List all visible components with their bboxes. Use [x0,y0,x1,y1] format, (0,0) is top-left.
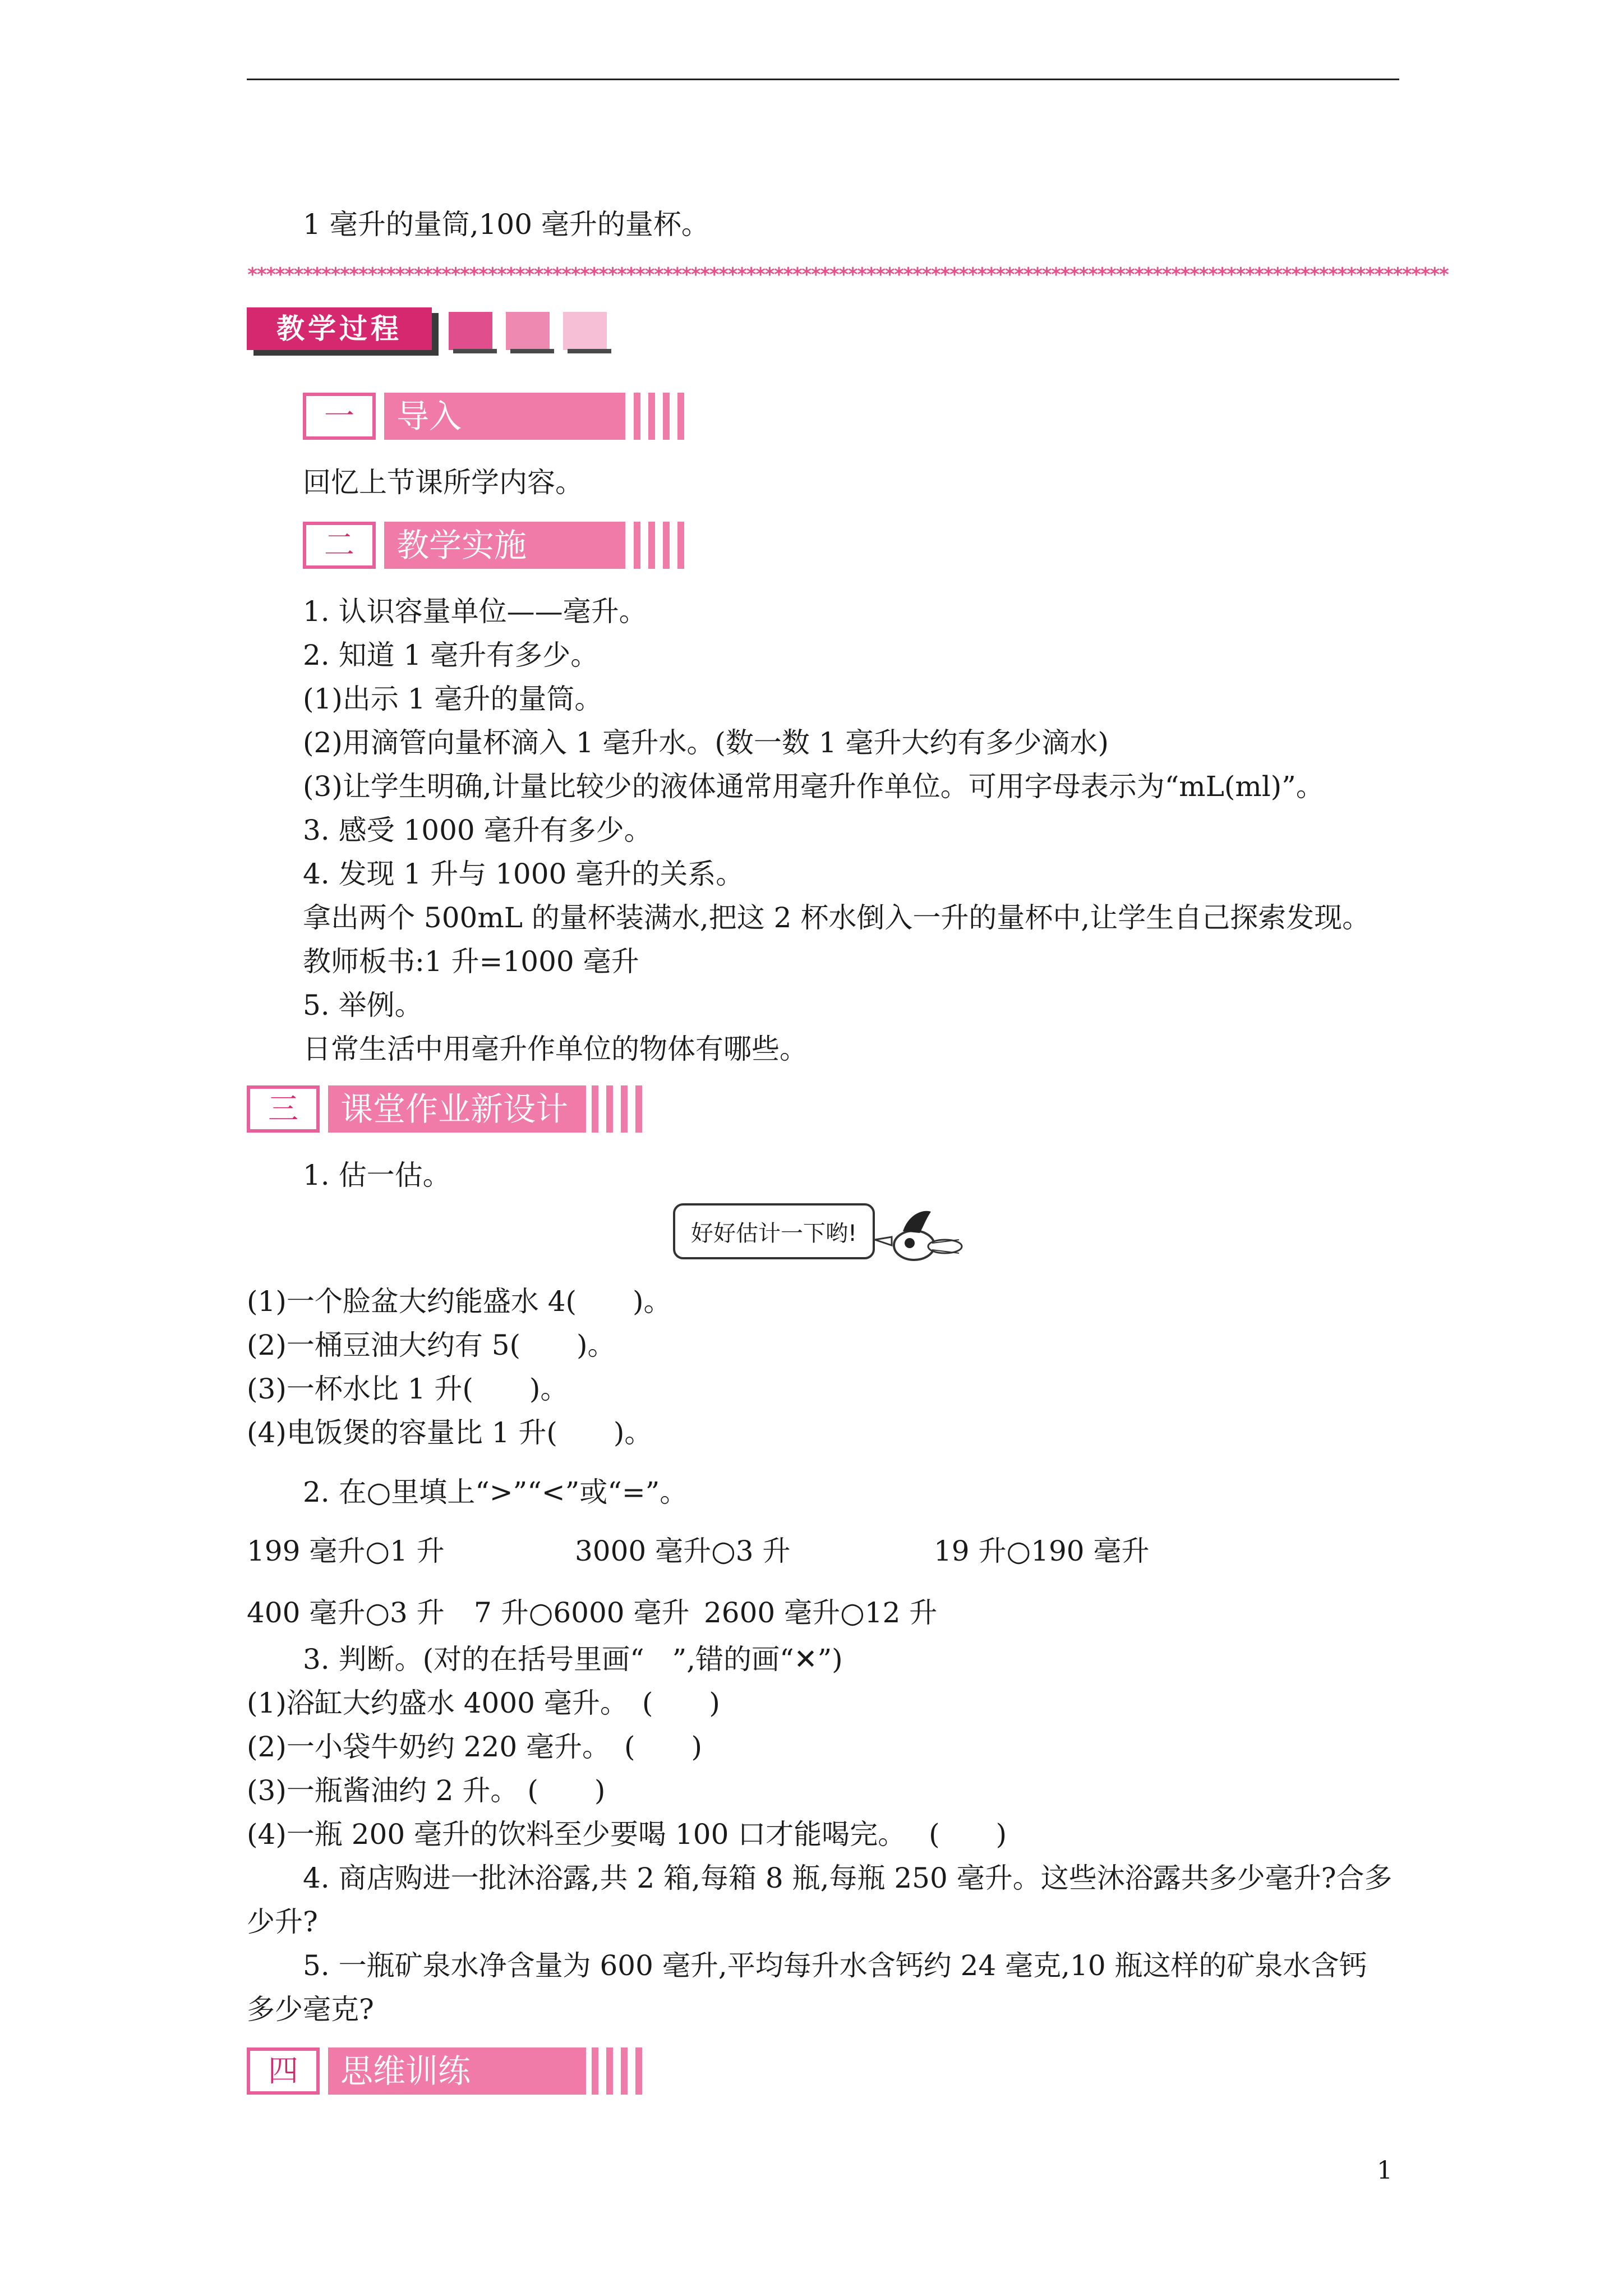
bird-mascot-icon [869,1206,970,1273]
teaching-line: 2. 知道 1 毫升有多少。 [303,639,599,671]
q3-item: (3)一瓶酱油约 2 升。 ( ) [247,1774,606,1807]
q5-line: 多少毫克? [247,1993,374,2026]
teaching-line: 拿出两个 500mL 的量杯装满水,把这 2 杯水倒入一升的量杯中,让学生自己探索发现。 [303,901,1371,934]
speech-bubble: 好好估计一下哟! [673,1203,875,1259]
teaching-line: 4. 发现 1 升与 1000 毫升的关系。 [303,858,744,890]
section-number: 四 [247,2047,320,2095]
header-rule [247,79,1399,80]
q1-item: (4)电饭煲的容量比 1 升( )。 [247,1416,653,1449]
q2-cell: 400 毫升○3 升 [247,1596,445,1629]
title-decor-square [449,312,492,350]
section-title: 思维训练 [328,2047,586,2095]
section-title: 导入 [384,393,625,440]
section-title: 课堂作业新设计 [328,1085,586,1133]
q4-line: 少升? [247,1906,318,1938]
section-number: 一 [303,393,376,440]
section-number: 三 [247,1085,320,1133]
q1-title: 1. 估一估。 [303,1159,451,1191]
q1-item: (2)一桶豆油大约有 5( )。 [247,1329,616,1361]
teaching-line: 1. 认识容量单位——毫升。 [303,595,647,628]
teaching-line: (3)让学生明确,计量比较少的液体通常用毫升作单位。可用字母表示为“mL(ml)”。 [303,770,1324,803]
teaching-line: (1)出示 1 毫升的量筒。 [303,683,603,715]
q3-item: (2)一小袋牛奶约 220 毫升。 ( ) [247,1731,703,1763]
q4-line: 4. 商店购进一批沐浴露,共 2 箱,每箱 8 瓶,每瓶 250 毫升。这些沐浴露共多少毫升?合多 [303,1862,1393,1894]
q1-item: (1)一个脸盆大约能盛水 4( )。 [247,1285,672,1318]
teaching-line: (2)用滴管向量杯滴入 1 毫升水。(数一数 1 毫升大约有多少滴水) [303,726,1109,759]
teaching-line: 3. 感受 1000 毫升有多少。 [303,814,652,846]
star-divider: ********************************************************************************************************************************** [247,264,1448,286]
q3-item: (1)浴缸大约盛水 4000 毫升。 ( ) [247,1687,720,1719]
process-title: 教学过程 [247,307,432,350]
page-number: 1 [1377,2156,1393,2185]
q5-line: 5. 一瓶矿泉水净含量为 600 毫升,平均每升水含钙约 24 毫克,10 瓶这样的矿泉水含钙 [303,1949,1367,1982]
teaching-line: 教师板书:1 升=1000 毫升 [303,945,639,978]
q2-cell: 3000 毫升○3 升 [575,1535,791,1567]
intro-text: 回忆上节课所学内容。 [303,466,583,499]
q2-cell: 2600 毫升○12 升 [704,1596,938,1629]
q2-cell: 199 毫升○1 升 [247,1535,445,1567]
q1-item: (3)一杯水比 1 升( )。 [247,1373,569,1405]
teaching-line: 日常生活中用毫升作单位的物体有哪些。 [303,1033,808,1065]
q2-cell: 19 升○190 毫升 [934,1535,1150,1567]
q2-title: 2. 在○里填上“>”“<”或“=”。 [303,1476,688,1508]
prep-materials: 1 毫升的量筒,100 毫升的量杯。 [303,208,709,241]
q2-cell: 7 升○6000 毫升 [474,1596,690,1629]
section-number: 二 [303,522,376,569]
teaching-line: 5. 举例。 [303,989,423,1022]
q3-title: 3. 判断。(对的在括号里画“ ”,错的画“✕”) [303,1643,843,1676]
title-decor-square [563,312,607,350]
q3-item: (4)一瓶 200 毫升的饮料至少要喝 100 口才能喝完。 ( ) [247,1818,1007,1851]
title-decor-square [506,312,550,350]
section-title: 教学实施 [384,522,625,569]
